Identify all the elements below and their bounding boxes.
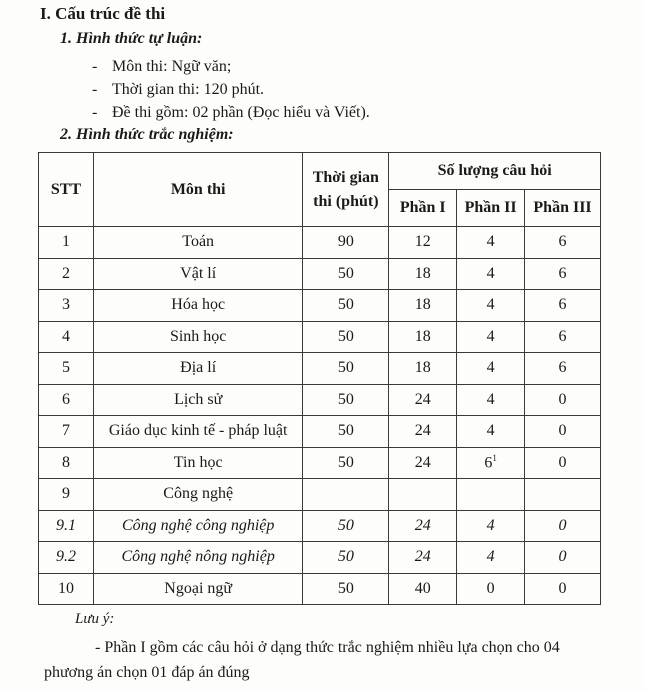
cell-part3-text: 0 (558, 390, 567, 408)
cell-stt (39, 258, 94, 290)
cell-subject (93, 479, 303, 511)
table-row (39, 542, 601, 574)
header-time-line1: Thời gian (312, 168, 379, 186)
table-row (39, 290, 601, 322)
cell-stt-text: 9.1 (55, 516, 76, 534)
cell-part3-text: 0 (558, 579, 567, 597)
cell-subject-text: Công nghệ nông nghiệp (121, 548, 275, 566)
bullet-item (92, 81, 264, 99)
table-row (39, 573, 601, 605)
cell-part2 (457, 258, 525, 290)
cell-time-text: 50 (337, 516, 354, 534)
cell-time-text: 50 (337, 359, 354, 377)
cell-part3 (525, 542, 601, 574)
cell-part1 (389, 542, 457, 574)
cell-stt-text: 4 (61, 327, 70, 345)
footnote-marker: 1 (492, 453, 497, 464)
cell-part3 (525, 227, 601, 259)
cell-part2 (457, 321, 525, 353)
cell-subject-text: Sinh học (169, 327, 227, 345)
cell-part2-text: 4 (486, 327, 495, 345)
cell-part2 (457, 384, 525, 416)
cell-part3-text: 6 (558, 233, 567, 251)
cell-time-text: 90 (337, 233, 354, 251)
header-question-count: Số lượng câu hỏi (389, 153, 601, 190)
table-row (39, 353, 601, 385)
bullet-text: Thời gian thi: 120 phút. (112, 81, 265, 98)
cell-time-text: 50 (337, 453, 354, 471)
cell-time-text: 50 (337, 422, 354, 440)
cell-subject (93, 227, 303, 259)
bullet-text: Môn thi: Ngữ văn; (112, 58, 232, 75)
cell-part1 (389, 258, 457, 290)
cell-part1 (389, 384, 457, 416)
table-row (39, 510, 601, 542)
section-heading: I. Cấu trúc đề thi (40, 4, 166, 23)
cell-part2-text: 4 (486, 390, 495, 408)
cell-part2-text: 4 (486, 548, 495, 566)
cell-part1-text: 18 (414, 296, 431, 314)
cell-part2 (457, 542, 525, 574)
cell-time-text: 50 (337, 390, 354, 408)
header-part3: Phần III (525, 190, 601, 227)
cell-stt-text: 9 (61, 485, 70, 503)
subsection-essay-title: 1. Hình thức tự luận: (60, 30, 203, 47)
cell-subject-text: Toán (182, 233, 215, 251)
cell-subject-text: Tin học (173, 453, 223, 471)
cell-subject (93, 321, 303, 353)
cell-part3-text: 6 (558, 264, 567, 282)
dash-marker: - (92, 58, 98, 75)
table-row (39, 416, 601, 448)
cell-time (303, 353, 389, 385)
cell-time-text: 50 (337, 327, 354, 345)
table-row (39, 258, 601, 290)
cell-part1-text: 24 (414, 390, 431, 408)
cell-stt (39, 542, 94, 574)
bullet-item (92, 58, 231, 76)
cell-part3-text: 6 (558, 327, 567, 345)
header-time (303, 153, 389, 227)
cell-part2 (457, 479, 525, 511)
cell-part3 (525, 290, 601, 322)
bullet-item (92, 104, 370, 122)
cell-part3 (525, 447, 601, 479)
exam-structure-table (38, 152, 601, 605)
cell-subject (93, 510, 303, 542)
cell-subject-text: Công nghệ công nghiệp (121, 516, 275, 534)
cell-part3 (525, 479, 601, 511)
cell-stt-text: 5 (61, 359, 70, 377)
cell-part1 (389, 573, 457, 605)
cell-part3-text: 0 (558, 516, 567, 534)
cell-stt-text: 2 (61, 264, 70, 282)
cell-subject-text: Địa lí (180, 359, 217, 377)
bullet-text: Đề thi gồm: 02 phần (Đọc hiểu và Viết). (112, 104, 370, 121)
cell-time (303, 416, 389, 448)
dash-marker: - (92, 81, 98, 98)
cell-part1-text: 18 (414, 264, 431, 282)
cell-part1-text: 40 (414, 579, 431, 597)
cell-subject (93, 542, 303, 574)
cell-part2 (457, 573, 525, 605)
cell-stt-text: 8 (61, 453, 70, 471)
cell-subject-text: Giáo dục kinh tế - pháp luật (108, 422, 288, 440)
cell-stt (39, 416, 94, 448)
cell-subject-text: Lịch sử (174, 390, 223, 408)
cell-part2 (457, 447, 525, 479)
cell-time (303, 542, 389, 574)
cell-time (303, 227, 389, 259)
header-subject: Môn thi (93, 153, 303, 227)
cell-stt-text: 9.2 (55, 548, 76, 566)
cell-part1-text: 24 (414, 548, 431, 566)
cell-part1-text: 18 (414, 327, 431, 345)
cell-time-text: 50 (337, 548, 354, 566)
cell-subject (93, 290, 303, 322)
cell-part3 (525, 353, 601, 385)
subsection-multiple-choice-title: 2. Hình thức trắc nghiệm: (60, 126, 234, 143)
cell-part2-text: 4 (486, 296, 495, 314)
cell-part3 (525, 258, 601, 290)
table-row (39, 447, 601, 479)
cell-subject (93, 573, 303, 605)
cell-stt-text: 3 (61, 296, 70, 314)
note-text-line2: phương án chọn 01 đáp án đúng (44, 664, 250, 681)
cell-part2-text: 4 (486, 359, 495, 377)
cell-stt (39, 573, 94, 605)
cell-part2-text: 6 (484, 454, 493, 472)
cell-time (303, 321, 389, 353)
cell-part3 (525, 384, 601, 416)
cell-part1 (389, 353, 457, 385)
cell-stt (39, 384, 94, 416)
cell-subject (93, 447, 303, 479)
cell-subject-text: Vật lí (180, 264, 217, 282)
cell-stt (39, 447, 94, 479)
dash-marker: - (92, 104, 98, 121)
cell-part3 (525, 321, 601, 353)
cell-subject (93, 416, 303, 448)
cell-part1-text: 24 (414, 516, 431, 534)
cell-part3-text: 0 (558, 548, 567, 566)
cell-part2 (457, 353, 525, 385)
cell-time (303, 384, 389, 416)
cell-stt-text: 10 (57, 579, 74, 597)
cell-time (303, 447, 389, 479)
cell-part3-text: 6 (558, 359, 567, 377)
cell-part1 (389, 227, 457, 259)
table-row (39, 384, 601, 416)
cell-part1-text: 24 (414, 453, 431, 471)
cell-part2 (457, 510, 525, 542)
cell-part1 (389, 416, 457, 448)
note-label: Lưu ý: (75, 611, 115, 627)
cell-part1 (389, 510, 457, 542)
cell-subject (93, 258, 303, 290)
cell-part1-text: 12 (414, 233, 431, 251)
cell-time (303, 290, 389, 322)
header-part2: Phần II (457, 190, 525, 227)
cell-subject-text: Hóa học (171, 296, 226, 314)
cell-subject-text: Công nghệ (163, 485, 234, 503)
cell-part2-text: 4 (486, 233, 495, 251)
cell-part1 (389, 321, 457, 353)
cell-time-text: 50 (337, 579, 354, 597)
cell-part2-text: 4 (486, 264, 495, 282)
cell-stt (39, 227, 94, 259)
cell-stt (39, 479, 94, 511)
cell-part1 (389, 447, 457, 479)
cell-stt-text: 1 (61, 233, 70, 251)
cell-part3 (525, 573, 601, 605)
cell-stt (39, 510, 94, 542)
cell-time-text: 50 (337, 296, 354, 314)
cell-subject (93, 353, 303, 385)
cell-stt (39, 321, 94, 353)
cell-time (303, 510, 389, 542)
cell-subject-text: Ngoại ngữ (164, 579, 233, 597)
cell-part1-text: 18 (414, 359, 431, 377)
cell-part3-text: 0 (558, 453, 567, 471)
cell-part1 (389, 290, 457, 322)
note-text-line1: - Phần I gồm các câu hỏi ở dạng thức trắc nghiệm nhiều lựa chọn cho 04 (95, 639, 560, 656)
header-time-line2: thi (phút) (313, 192, 379, 210)
cell-part2-text: 0 (486, 579, 495, 597)
cell-stt (39, 290, 94, 322)
cell-part1 (389, 479, 457, 511)
cell-part3 (525, 416, 601, 448)
cell-time (303, 258, 389, 290)
cell-time-text: 50 (337, 264, 354, 282)
cell-part2-text: 4 (486, 516, 495, 534)
cell-stt (39, 353, 94, 385)
cell-subject (93, 384, 303, 416)
cell-stt-text: 7 (61, 422, 70, 440)
cell-part2-text: 4 (486, 422, 495, 440)
table-row (39, 227, 601, 259)
cell-part2 (457, 416, 525, 448)
cell-part2 (457, 290, 525, 322)
cell-part1-text: 24 (414, 422, 431, 440)
table-row (39, 479, 601, 511)
header-stt: STT (39, 153, 94, 227)
cell-part3-text: 6 (558, 296, 567, 314)
header-part1: Phần I (389, 190, 457, 227)
cell-part3-text: 0 (558, 422, 567, 440)
cell-part2 (457, 227, 525, 259)
cell-part3 (525, 510, 601, 542)
cell-stt-text: 6 (61, 390, 70, 408)
cell-time (303, 479, 389, 511)
cell-time (303, 573, 389, 605)
table-row (39, 321, 601, 353)
